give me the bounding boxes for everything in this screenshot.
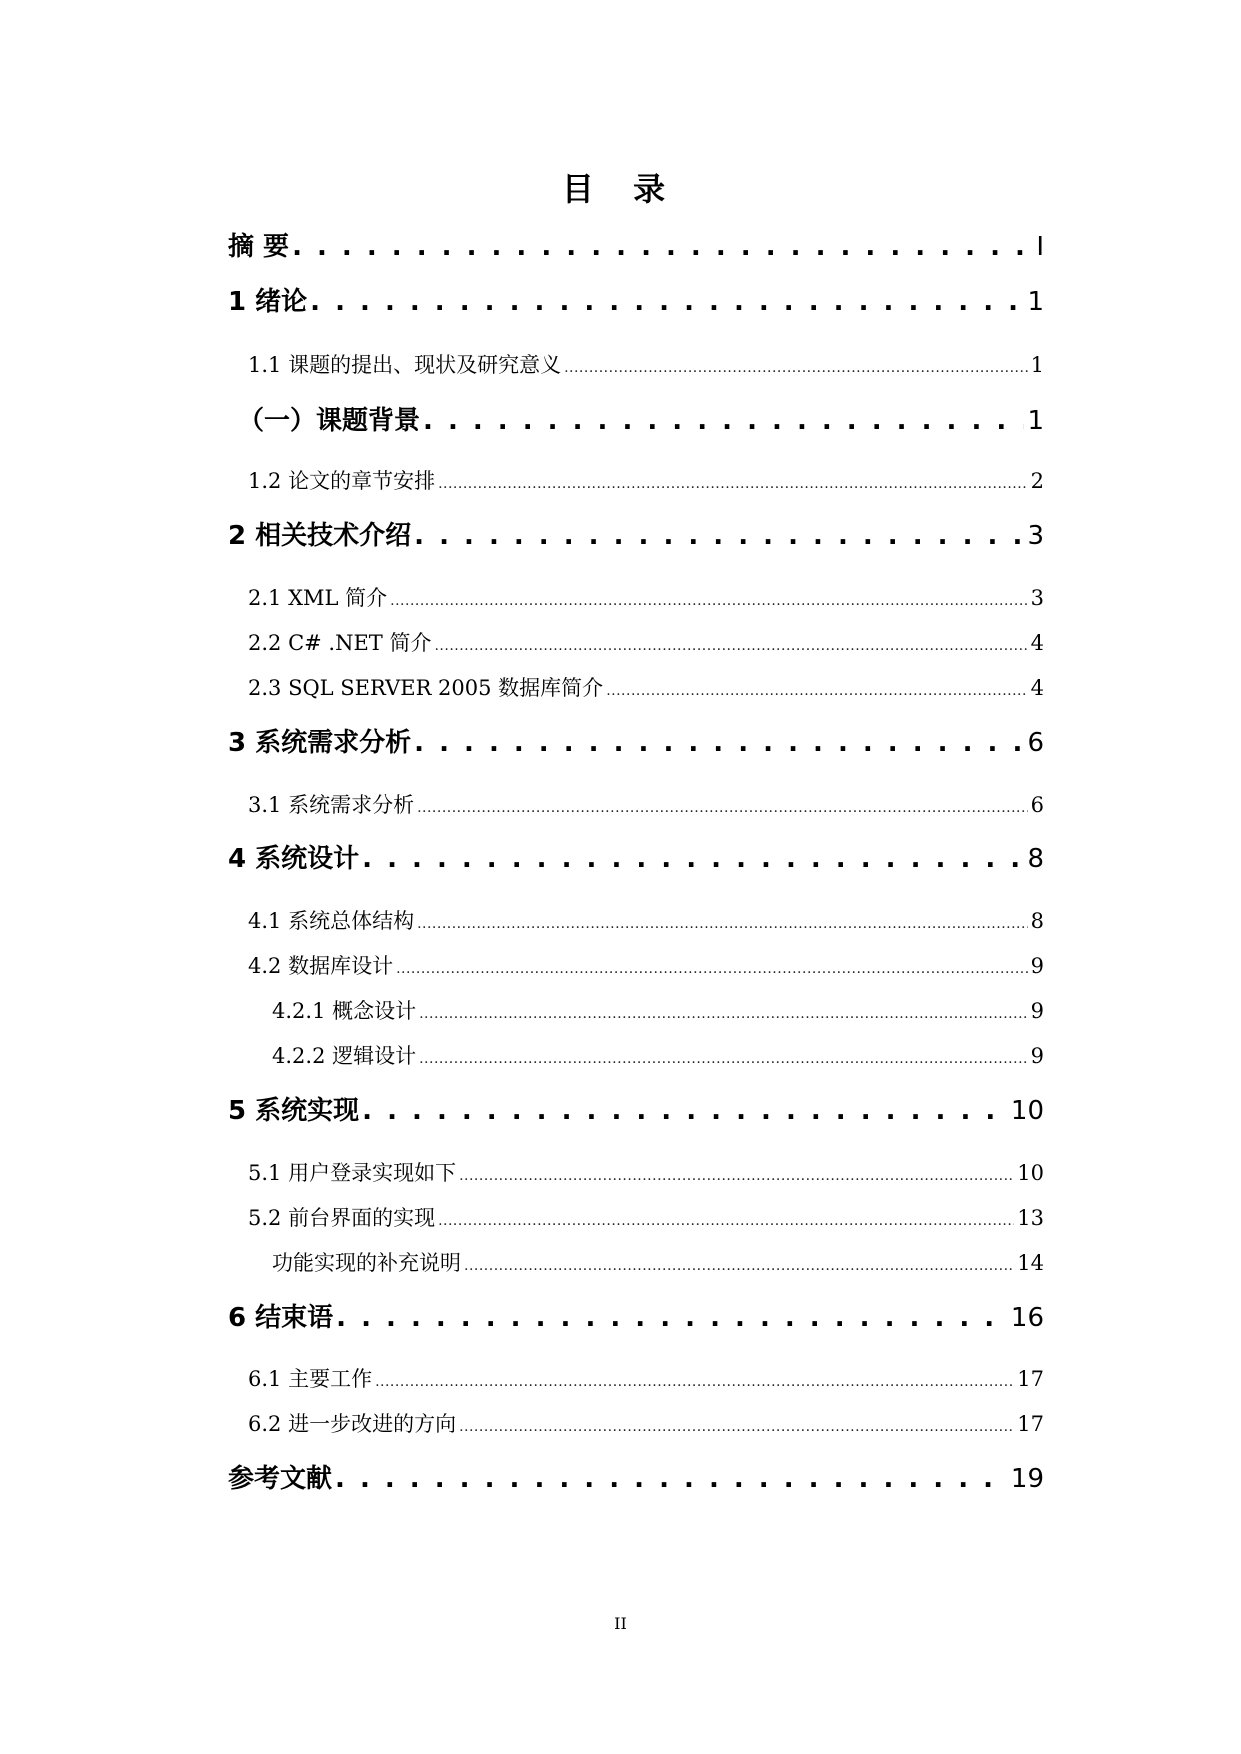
toc-entry-chapter-5 (228, 1090, 1044, 1126)
toc-entry-label: 3.1 系统需求分析 (248, 793, 415, 817)
toc-entry-label: 1.2 论文的章节安排 (248, 469, 436, 493)
toc-entry-page: 10 (1017, 1161, 1044, 1185)
toc-entry-chapter-6 (228, 1297, 1044, 1333)
toc-entry-section-2-1 (248, 582, 1044, 610)
toc-entry-page: 19 (1010, 1464, 1044, 1494)
toc-entry-page: 14 (1017, 1251, 1044, 1275)
toc-entry-label: 参考文献 (228, 1464, 333, 1494)
toc-entry-page: 1 (1027, 406, 1044, 436)
dot-leader (438, 469, 1028, 493)
toc-entry-label: 2 相关技术介绍 (228, 521, 412, 551)
toc-entry-page: 17 (1017, 1367, 1044, 1391)
dot-leader (336, 1303, 1008, 1333)
dot-leader (292, 232, 1033, 262)
toc-entry-page: 6 (1027, 728, 1044, 758)
toc-entry-references (228, 1458, 1044, 1494)
toc-entry-label: 2.3 SQL SERVER 2005 数据库简介 (248, 676, 604, 700)
dot-leader (459, 1161, 1014, 1185)
dot-leader (396, 954, 1028, 978)
toc-entry-page: 9 (1030, 1044, 1044, 1068)
toc-entry-label: 5.2 前台界面的实现 (248, 1206, 436, 1230)
toc-entry-label: 6.1 主要工作 (248, 1367, 373, 1391)
toc-entry-label: 2.2 C# .NET 简介 (248, 631, 432, 655)
toc-entry-page: 9 (1030, 954, 1044, 978)
toc-entry-label: 5.1 用户登录实现如下 (248, 1161, 457, 1185)
toc-entry-page: 1 (1027, 287, 1044, 317)
toc-entry-label: 1.1 课题的提出、现状及研究意义 (248, 353, 562, 377)
toc-entry-label: 1 绪论 (228, 287, 308, 317)
toc-entry-label: 4.2.1 概念设计 (272, 999, 417, 1023)
dot-leader (375, 1367, 1014, 1391)
toc-entry-page: 3 (1027, 521, 1044, 551)
toc-entry-label: 4 系统设计 (228, 844, 360, 874)
dot-leader (362, 1096, 1008, 1126)
toc-entry-page: 16 (1010, 1303, 1044, 1333)
toc-entry-section-6-2 (248, 1408, 1044, 1436)
toc-entry-page: 9 (1030, 999, 1044, 1023)
toc-entry-page: 2 (1030, 469, 1044, 493)
toc-entry-section-5-2 (248, 1202, 1044, 1230)
toc-entry-subsection-background (238, 400, 1044, 436)
dot-leader (390, 586, 1027, 610)
dot-leader (606, 676, 1027, 700)
toc-entry-label: 摘 要 (228, 232, 290, 262)
dot-leader (419, 1044, 1028, 1068)
toc-entry-label: 5 系统实现 (228, 1096, 360, 1126)
toc-entry-page: 3 (1030, 586, 1044, 610)
toc-entry-chapter-2 (228, 515, 1044, 551)
toc-entry-label: （一）课题背景 (238, 406, 421, 436)
dot-leader (464, 1251, 1014, 1275)
dot-leader (434, 631, 1027, 655)
toc-entry-abstract (228, 226, 1044, 262)
toc-entry-label: 3 系统需求分析 (228, 728, 412, 758)
dot-leader (419, 999, 1028, 1023)
toc-entry-label: 4.2 数据库设计 (248, 954, 394, 978)
toc-entry-label: 6.2 进一步改进的方向 (248, 1412, 457, 1436)
toc-entry-label: 4.1 系统总体结构 (248, 909, 415, 933)
toc-entry-section-4-2 (248, 950, 1044, 978)
toc-entry-label: 4.2.2 逻辑设计 (272, 1044, 417, 1068)
toc-entry-section-1-2 (248, 465, 1044, 493)
dot-leader (417, 909, 1028, 933)
dot-leader (459, 1412, 1014, 1436)
toc-entry-chapter-4 (228, 838, 1044, 874)
toc-entry-chapter-1 (228, 281, 1044, 317)
toc-entry-section-1-1 (248, 349, 1044, 377)
toc-entry-section-4-2-2 (272, 1040, 1044, 1068)
dot-leader (310, 287, 1024, 317)
toc-entry-page: 4 (1030, 631, 1044, 655)
toc-entry-page: 10 (1010, 1096, 1044, 1126)
toc-entry-page: 13 (1017, 1206, 1044, 1230)
toc-entry-chapter-3 (228, 722, 1044, 758)
page-number-footer: II (614, 1614, 627, 1633)
toc-entry-section-4-1 (248, 905, 1044, 933)
toc-entry-page: 1 (1030, 353, 1044, 377)
toc-entry-label: 功能实现的补充说明 (272, 1251, 461, 1275)
toc-entry-section-2-3 (248, 672, 1044, 700)
toc-entry-section-2-2 (248, 627, 1044, 655)
dot-leader (335, 1464, 1008, 1494)
toc-entry-page: 4 (1030, 676, 1044, 700)
toc-entry-supplement (272, 1247, 1044, 1275)
dot-leader (414, 728, 1024, 758)
dot-leader (362, 844, 1024, 874)
dot-leader (417, 793, 1028, 817)
toc-entry-section-5-1 (248, 1157, 1044, 1185)
dot-leader (423, 406, 1024, 436)
toc-entry-page: 8 (1030, 909, 1044, 933)
toc-entry-page: 17 (1017, 1412, 1044, 1436)
toc-entry-page: 6 (1030, 793, 1044, 817)
dot-leader (438, 1206, 1014, 1230)
toc-entry-label: 6 结束语 (228, 1303, 334, 1333)
toc-entry-page: 8 (1027, 844, 1044, 874)
dot-leader (564, 353, 1028, 377)
toc-entry-label: 2.1 XML 简介 (248, 586, 388, 610)
toc-entry-section-4-2-1 (272, 995, 1044, 1023)
dot-leader (414, 521, 1024, 551)
toc-entry-section-3-1 (248, 789, 1044, 817)
toc-entry-section-6-1 (248, 1363, 1044, 1391)
toc-title: 目 录 (561, 170, 680, 208)
toc-entry-page: I (1036, 232, 1044, 262)
